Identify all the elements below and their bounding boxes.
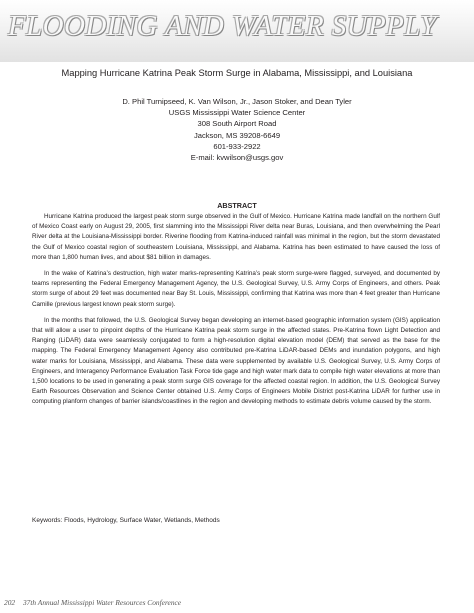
banner-title: FLOODING AND WATER SUPPLY: [8, 10, 437, 42]
address-line-1: 308 South Airport Road: [197, 119, 277, 129]
phone: 601-933-2922: [213, 141, 261, 151]
abstract-paragraph-2: In the wake of Katrina’s destruction, high water marks-representing Katrina’s peak storm surge-were flagged, surveyed, and documented by teams representing the Federal Emergency Management Agency, the U.S. Geological Survey, U.S. Army Corps of Engineers, and others. Peak storm surge of about 29 feet was documented near Bay St. Louis, Mississippi, confirming that Katrina was more than 4 feet greater than Hurricane Camille (previous largest known peak storm surge).: [32, 270, 440, 308]
address-line-2: Jackson, MS 39208-6649: [193, 130, 281, 140]
email: E-mail: kvwilson@usgs.gov: [190, 153, 284, 163]
abstract-heading: ABSTRACT: [217, 201, 257, 210]
keywords: Keywords: Floods, Hydrology, Surface Water, Wetlands, Methods: [32, 517, 220, 524]
header-banner: [0, 0, 474, 62]
authors: D. Phil Turnipseed, K. Van Wilson, Jr., Jason Stoker, and Dean Tyler: [122, 97, 352, 106]
page-footer: [4, 598, 181, 607]
page-number: 202: [4, 598, 16, 607]
abstract-paragraph-3: In the months that followed, the U.S. Geological Survey began developing an internet-based geographic information system (GIS) application that will allow a user to pinpoint depths of the Hurricane Katrina peak storm surge in the affected states. Pre-Katrina flown Light Detection and Ranging (LiDAR) data were seamlessly conjugated to form a high-resolution digital elevation model (DEM) that served as the base for the mapping. The Federal Emergency Management Agency also contributed pre-Katrina LiDAR-based DEMs and inundation polygons, and high water marks for Louisiana, Mississippi, and Alabama. These data were supplemented by available U.S. Geological Survey, U.S. Army Corps of Engineers, and Interagency Performance Evaluation Task Force tide gage and high water mark data to compile high water elevations at more than 1,500 locations to be used in generating a peak storm surge GIS coverage for the affected coastal region. In addition, the U.S. Geological Survey Earth Resources Observation and Science Center obtained U.S. Army Corps of Engineers Mobile District post-Katrina LiDAR for further use in computing planform changes of barrier islands/coastlines in the region and developing methods to estimate debris volume caused by the storm.: [32, 316, 440, 406]
abstract-body: [32, 212, 440, 414]
affiliation: USGS Mississippi Water Science Center: [168, 108, 306, 118]
paper-title: Mapping Hurricane Katrina Peak Storm Surge in Alabama, Mississippi, and Louisiana: [61, 68, 413, 78]
conference-name: 37th Annual Mississippi Water Resources Conference: [22, 598, 182, 607]
author-block: [0, 96, 474, 163]
abstract-paragraph-1: Hurricane Katrina produced the largest peak storm surge observed in the Gulf of Mexico. Hurricane Katrina made landfall on the northern Gulf of Mexico Coast early on August 29, 2005, first slamming into the Mississippi River delta near Buras, Louisiana, and then overwhelming the Pearl River delta at the Louisiana-Mississippi border. Riverine flooding from Katrina-induced rainfall was minimal in the region, but the storm devastated the Gulf of Mexico coastal region of southeastern Louisiana, Mississippi, and Alabama. Katrina has been estimated to have caused the loss of more than 1,800 human lives, and about $81 billion in damages.: [32, 213, 440, 261]
